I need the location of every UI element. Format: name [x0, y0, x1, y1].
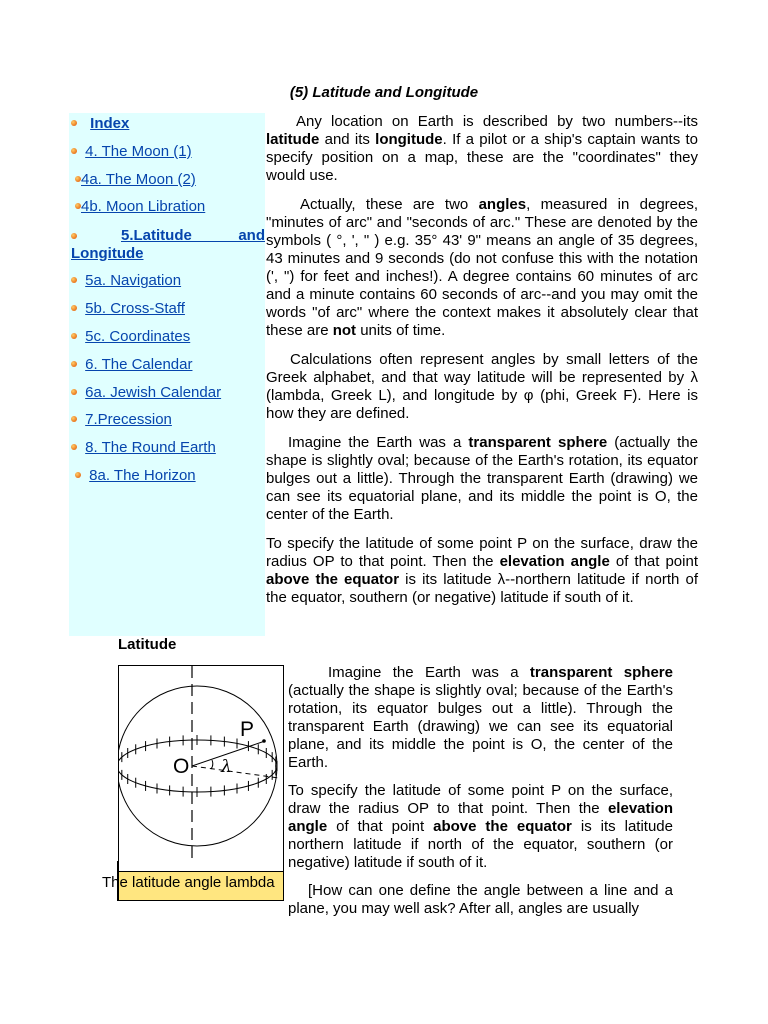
nav-link-latitude[interactable]: 5.Latitude and [121, 227, 265, 244]
label-o: O [173, 755, 190, 778]
nav-item-moon-2[interactable] [69, 171, 265, 189]
second-paragraph-3: [How can one define the angle between a line and a plane, you may well ask? After all, angles are usually [288, 882, 673, 917]
nav-link-longitude[interactable]: Longitude [71, 245, 144, 262]
intro-paragraph-2: Actually, these are two angles, measured in degrees, "minutes of arc" and "seconds of arc." These are denoted by the symbols ( °, ', " ) e.g. 35° 43' 9" means an angle of 35 degrees, 43 minutes and 9 seconds (do not confuse this with the notation (', ") for feet and inches!). A degree contains 60 minutes of arc and a minute contains 60 seconds of arc--and you may omit the words "of arc" where the context makes it absolutely clear that these are not units of time. [266, 196, 699, 339]
sidebar-nav [69, 113, 265, 636]
nav-item-precession[interactable] [69, 411, 265, 429]
bullet-icon [71, 416, 77, 422]
nav-item-cross-staff[interactable] [69, 300, 265, 318]
point-p-dot [262, 739, 266, 743]
nav-link-calendar[interactable]: 6. The Calendar [85, 356, 193, 373]
sphere-diagram [119, 666, 283, 871]
nav-link-precession[interactable]: 7.Precession [85, 411, 172, 428]
nav-item-moon-libration[interactable] [69, 198, 265, 216]
nav-link-jewish-calendar[interactable]: 6a. Jewish Calendar [85, 384, 222, 401]
sphere-outline [119, 686, 277, 846]
figure-heading: Latitude [118, 636, 177, 653]
nav-link-navigation[interactable]: 5a. Navigation [85, 272, 182, 289]
nav-item-moon-1[interactable] [69, 143, 265, 161]
nav-item-round-earth[interactable] [69, 439, 265, 457]
bullet-icon [71, 305, 77, 311]
nav-item-latitude-longitude[interactable] [69, 227, 265, 263]
equator-ellipse [119, 740, 277, 792]
label-lambda: λ [221, 757, 232, 777]
figure-caption [102, 871, 283, 900]
bullet-icon [71, 444, 77, 450]
nav-item-calendar[interactable] [69, 356, 265, 374]
intro-text [266, 113, 698, 618]
bullet-icon [71, 233, 77, 239]
nav-item-navigation[interactable] [69, 272, 265, 290]
nav-link-round-earth[interactable]: 8. The Round Earth [85, 439, 216, 456]
angle-arc [211, 760, 213, 769]
nav-link-index[interactable]: Index [90, 115, 130, 132]
second-paragraph-2: To specify the latitude of some point P on the surface, draw the radius OP to that point. Then the elevation angle of that point above the equator is its latitude northern latitude if north of the equator, southern (or negative) latitude if south of it. [288, 782, 673, 871]
nav-link-cross-staff[interactable]: 5b. Cross-Staff [85, 300, 185, 317]
label-p: P [240, 718, 255, 741]
bullet-icon [71, 389, 77, 395]
equatorial-line [192, 766, 279, 778]
second-text [288, 664, 673, 928]
nav-link-moon-libration[interactable]: 4b. Moon Libration [81, 198, 206, 215]
nav-link-moon-1[interactable]: 4. The Moon (1) [85, 143, 192, 160]
nav-item-horizon[interactable] [69, 467, 265, 485]
nav-item-coordinates[interactable] [69, 328, 265, 346]
nav-item-jewish-calendar[interactable] [69, 384, 265, 402]
nav-link-moon-2[interactable]: 4a. The Moon (2) [81, 171, 196, 188]
bullet-icon [71, 120, 77, 126]
equator-ticks [119, 735, 277, 797]
intro-paragraph-1: Any location on Earth is described by two numbers--its latitude and its longitude. If a pilot or a ship's captain wants to specify position on a map, these are the "coordinates" they would use. [266, 113, 698, 184]
nav-link-coordinates[interactable]: 5c. Coordinates [85, 328, 191, 345]
intro-paragraph-5: To specify the latitude of some point P on the surface, draw the radius OP to that point. Then the elevation angle of that point above the equator is its latitude λ--northern latitude if north of the equator, southern (or negative) latitude if south of it. [266, 535, 698, 606]
bullet-icon [71, 361, 77, 367]
intro-paragraph-4: Imagine the Earth was a transparent sphere (actually the shape is slightly oval; because of the Earth's rotation, its equator bulges out a little). Through the transparent Earth (drawing) we can see its equatorial plane, and its middle the point is O, the center of the Earth. [266, 434, 698, 523]
bullet-icon [71, 148, 77, 154]
latitude-figure [102, 665, 284, 901]
page-title: (5) Latitude and Longitude [289, 84, 479, 101]
bullet-icon [71, 333, 77, 339]
second-paragraph-1: Imagine the Earth was a transparent sphere (actually the shape is slightly oval; because of the Earth's rotation, its equator bulges out a little). Through the transparent Earth (drawing) we can see its equatorial plane, and its middle the point is O, the center of the Earth. [288, 664, 673, 771]
figure-caption-text: The latitude angle lambda [102, 874, 275, 891]
bullet-icon [71, 277, 77, 283]
nav-link-horizon[interactable]: 8a. The Horizon [89, 467, 196, 484]
intro-paragraph-3: Calculations often represent angles by small letters of the Greek alphabet, and that way latitude will be represented by λ (lambda, Greek L), and longitude by φ (phi, Greek F). Here is how they are defined. [266, 351, 698, 422]
bullet-icon [75, 472, 81, 478]
nav-item-index[interactable] [69, 115, 265, 133]
